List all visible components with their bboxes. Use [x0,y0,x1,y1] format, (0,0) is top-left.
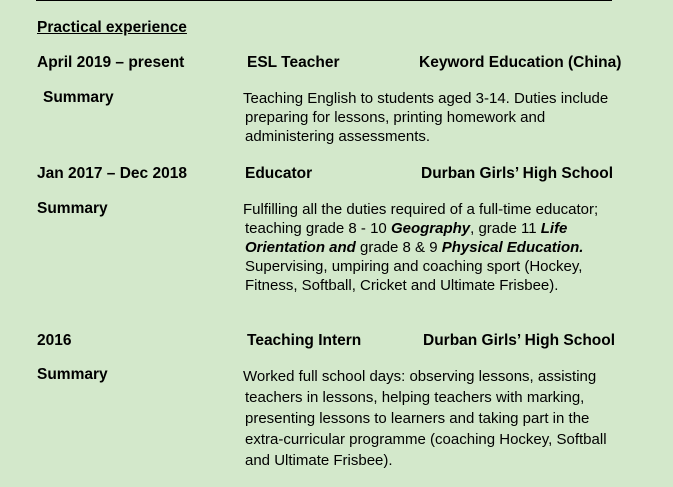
summary-text: teaching grade 8 - 10 [245,220,391,237]
entry-3-period: 2016 [37,332,72,349]
summary-line: preparing for lessons, printing homework and [245,109,546,126]
summary-text: grade 8 & 9 [355,239,442,256]
entry-3-role: Teaching Intern [247,332,362,349]
entry-2-role: Educator [245,165,313,182]
top-rule [36,0,612,1]
summary-text: , grade 11 [470,220,541,237]
summary-line: teachers in lessons, helping teachers with marking, [245,389,585,406]
entry-2-summary [243,200,598,295]
summary-line: extra-curricular programme (coaching Hockey, Softball [245,431,607,448]
summary-emphasis: Orientation and [245,239,356,256]
summary-line: Teaching English to students aged 3-14. Duties include [243,90,609,107]
entry-2-org: Durban Girls’ High School [421,165,614,182]
entry-1-period: April 2019 – present [37,54,185,71]
summary-line [243,219,598,238]
entry-1-role: ESL Teacher [247,54,340,71]
summary-line: Fitness, Softball, Cricket and Ultimate Frisbee). [245,277,559,294]
summary-line: Fulfilling all the duties required of a full-time educator; [243,201,599,218]
entry-3-summary [243,366,607,471]
entry-2-period: Jan 2017 – Dec 2018 [37,165,187,182]
summary-emphasis: Geography [390,220,471,237]
summary-emphasis: Life [540,220,568,237]
section-heading: Practical experience [37,19,187,36]
summary-line: presenting lessons to learners and taking part in the [245,410,590,427]
entry-1-summary-label: Summary [43,89,114,106]
summary-emphasis: Physical Education. [441,239,584,256]
summary-line [243,238,598,257]
summary-line: and Ultimate Frisbee). [245,452,393,469]
entry-1-summary [243,89,608,146]
entry-3-org: Durban Girls’ High School [423,332,616,349]
summary-line: Supervising, umpiring and coaching sport (Hockey, [245,258,583,275]
entry-2-summary-label: Summary [37,200,108,217]
summary-line: administering assessments. [245,128,431,145]
summary-line: Worked full school days: observing lessons, assisting [243,368,597,385]
entry-3-summary-label: Summary [37,366,108,383]
entry-1-org: Keyword Education (China) [419,54,622,71]
